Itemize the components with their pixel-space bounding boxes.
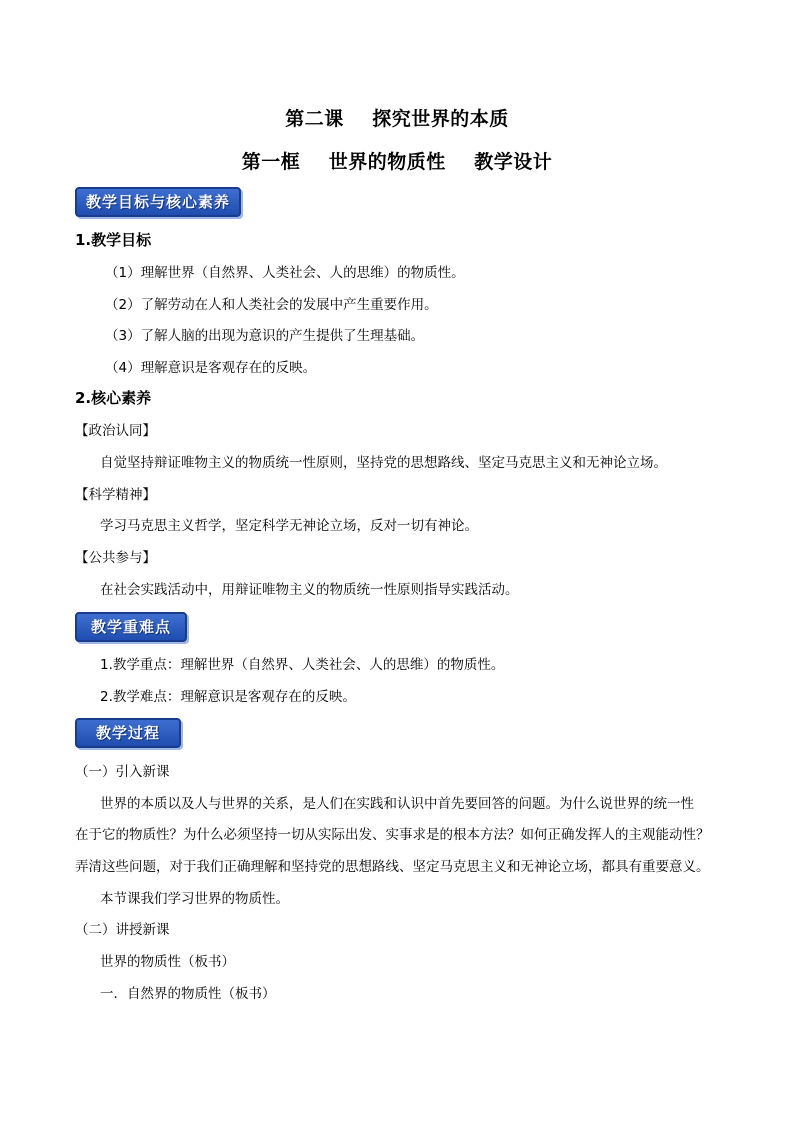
literacy-label: 【政治认同】: [75, 423, 156, 439]
literacy-label: 【公共参与】: [75, 550, 156, 566]
teaching-difficulty: 2.教学难点：理解意识是客观存在的反映。: [100, 689, 356, 705]
goals-heading: 1.教学目标: [75, 231, 152, 249]
literacy-heading: 2.核心素养: [75, 389, 152, 407]
part2-label: （二）讲授新课: [75, 922, 170, 938]
key-points-banner: 教学重难点: [75, 612, 187, 642]
intro-paragraph-2: 本节课我们学习世界的物质性。: [100, 891, 289, 907]
literacy-text: 学习马克思主义哲学，坚定科学无神论立场，反对一切有神论。: [100, 518, 478, 534]
goal-item: （1）理解世界（自然界、人类社会、人的思维）的物质性。: [105, 265, 465, 281]
literacy-text: 自觉坚持辩证唯物主义的物质统一性原则，坚持党的思想路线、坚定马克思主义和无神论立场。: [100, 455, 667, 471]
literacy-label: 【科学精神】: [75, 487, 156, 503]
intro-paragraph-line: 在于它的物质性？为什么必须坚持一切从实际出发、实事求是的根本方法？如何正确发挥人的主观能动性？: [75, 827, 710, 843]
intro-paragraph-line: 世界的本质以及人与世界的关系，是人们在实践和认识中首先要回答的问题。为什么说世界的统一性: [100, 796, 694, 812]
process-banner: 教学过程: [75, 718, 181, 748]
part1-label: （一）引入新课: [75, 764, 170, 780]
goal-item: （4）理解意识是客观存在的反映。: [105, 360, 317, 376]
literacy-text: 在社会实践活动中，用辩证唯物主义的物质统一性原则指导实践活动。: [100, 582, 519, 598]
frame-title: 第一框 世界的物质性 教学设计: [241, 151, 553, 173]
goal-item: （2）了解劳动在人和人类社会的发展中产生重要作用。: [105, 297, 438, 313]
board-note: 一．自然界的物质性（板书）: [100, 986, 276, 1002]
teaching-focus: 1.教学重点：理解世界（自然界、人类社会、人的思维）的物质性。: [100, 657, 505, 673]
goals-banner: 教学目标与核心素养: [75, 187, 241, 217]
goal-item: （3）了解人脑的出现为意识的产生提供了生理基础。: [105, 328, 425, 344]
board-note: 世界的物质性（板书）: [100, 954, 235, 970]
intro-paragraph-line: 弄清这些问题，对于我们正确理解和坚持党的思想路线、坚定马克思主义和无神论立场，都具有重要意义。: [75, 859, 710, 875]
lesson-title: 第二课 探究世界的本质: [285, 108, 509, 130]
